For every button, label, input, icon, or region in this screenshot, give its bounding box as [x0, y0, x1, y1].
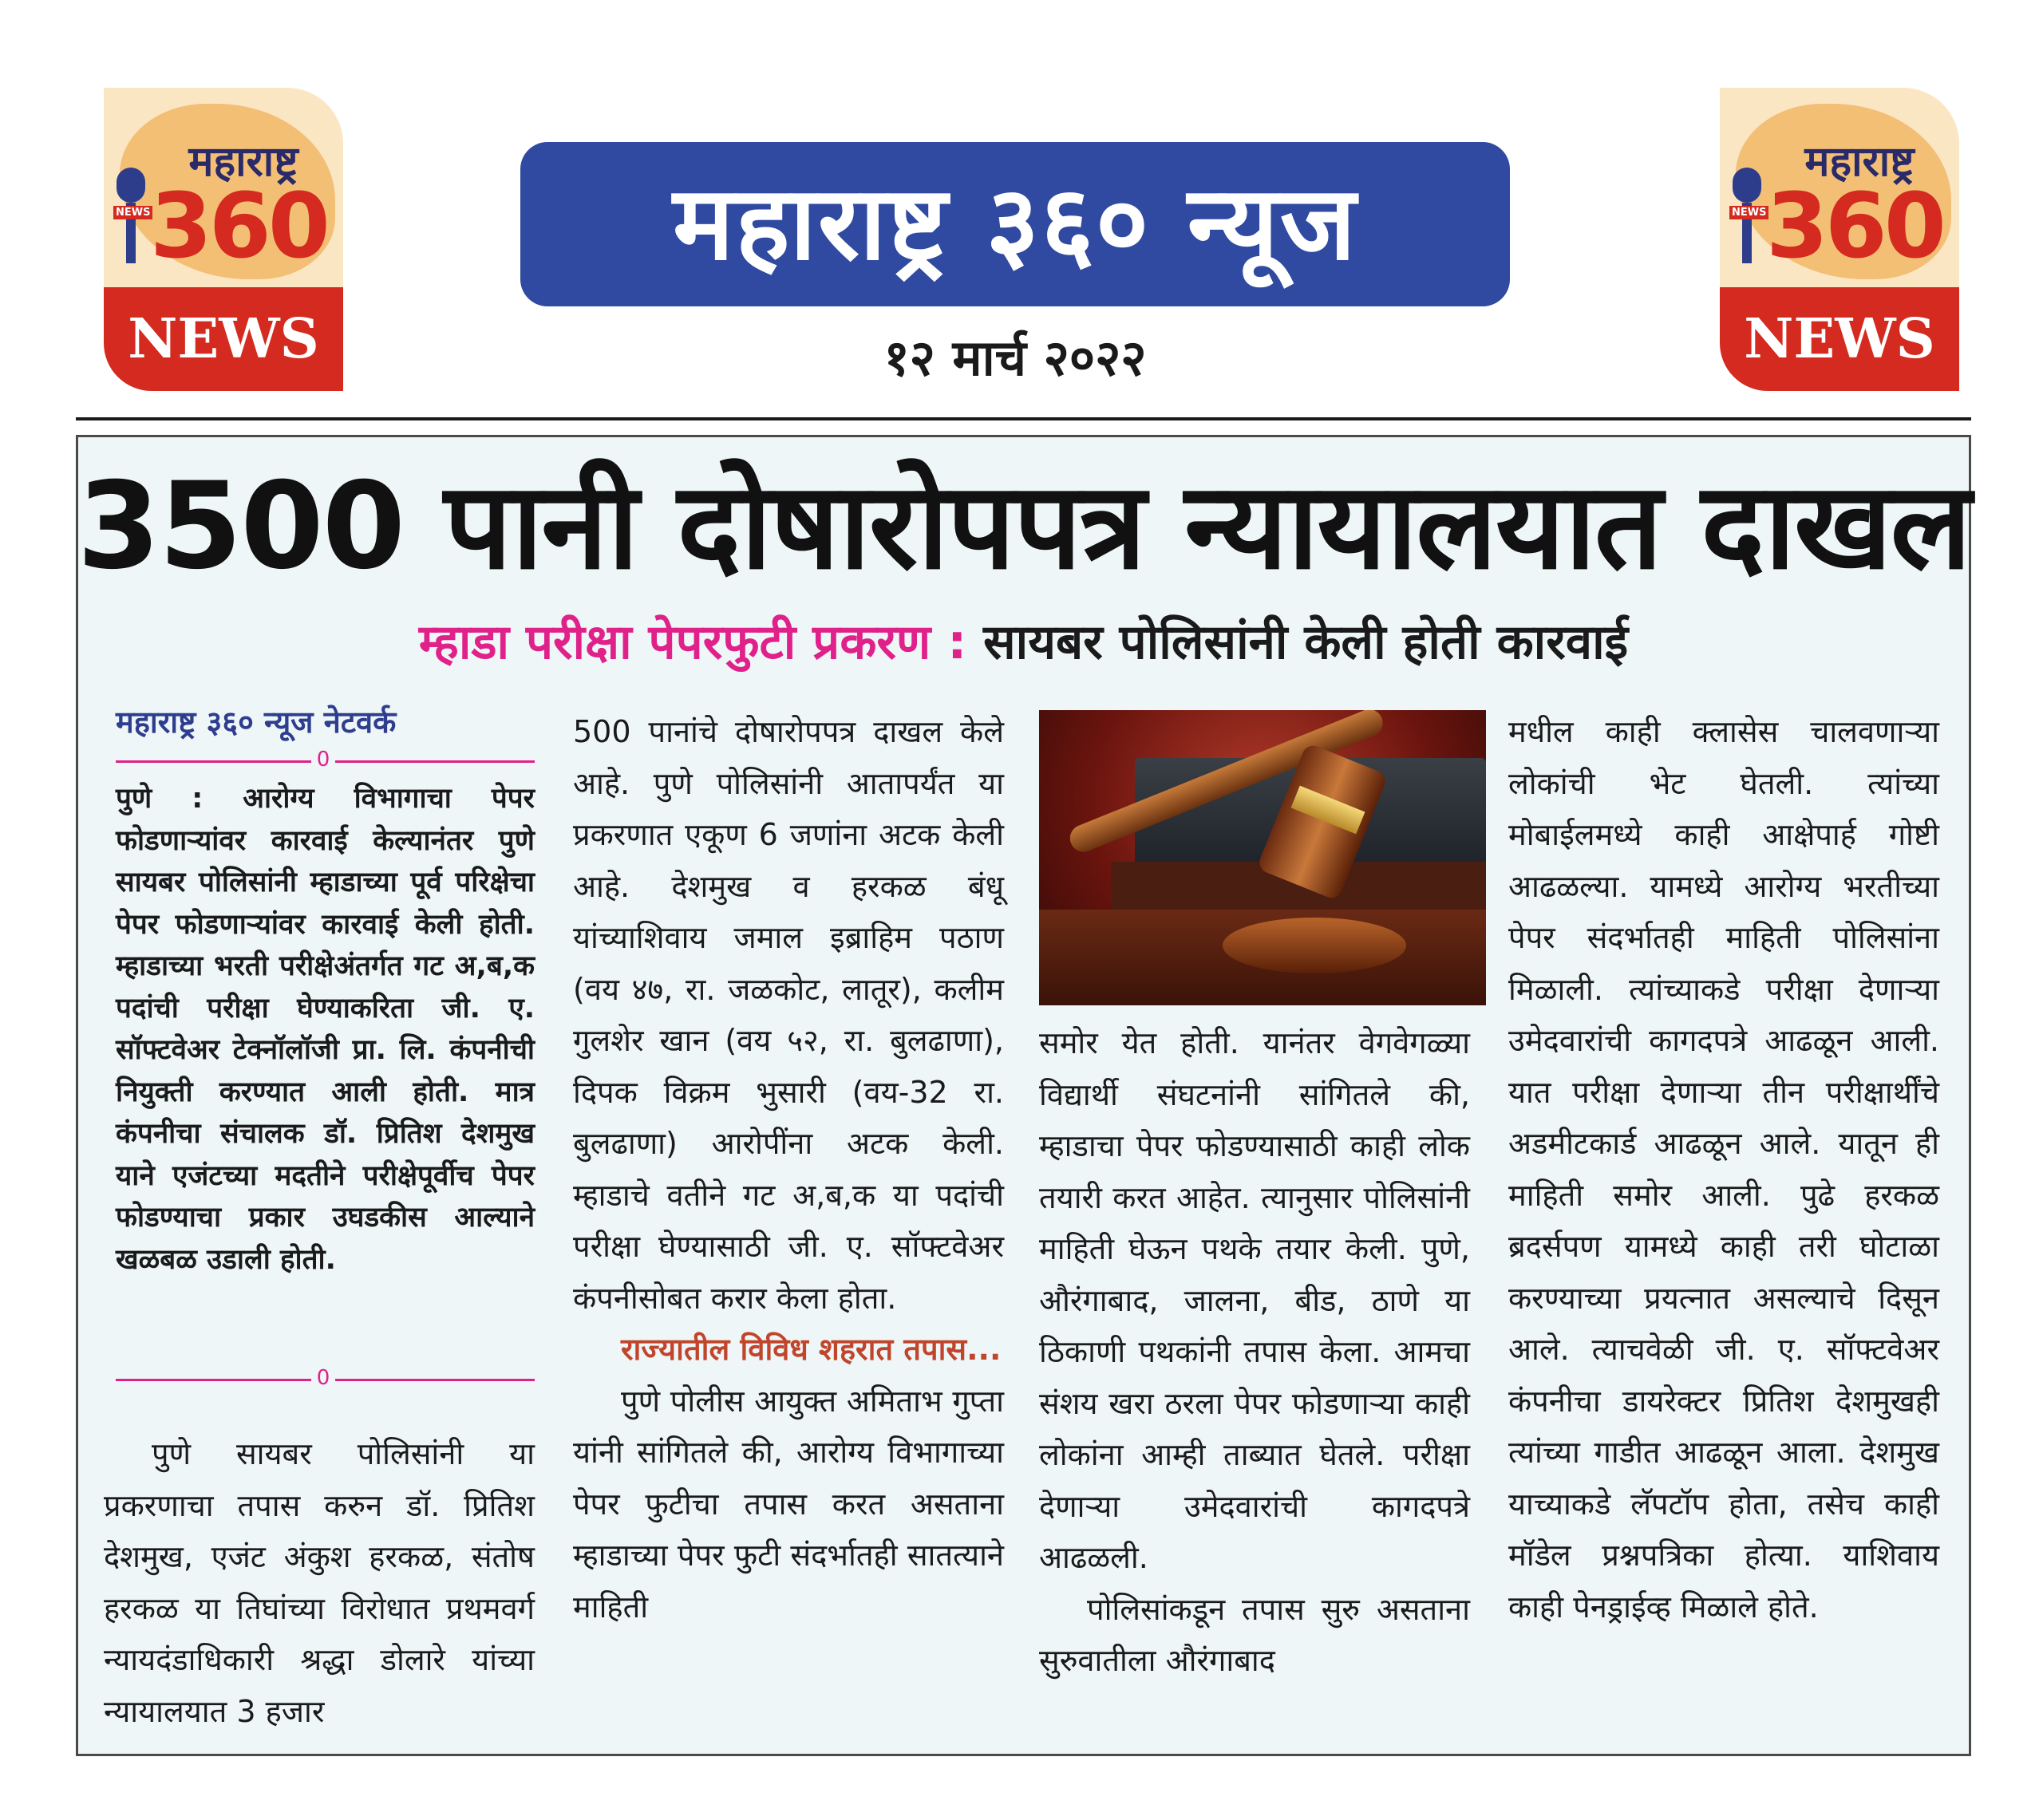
logo-right: [1720, 88, 1959, 391]
divider-top: [116, 748, 535, 772]
column-3: [1039, 1017, 1470, 1687]
subhead-text: सायबर पोलिसांनी केली होती कारवाई: [983, 614, 1629, 670]
top-rule: [76, 417, 1971, 420]
subhead-topic: म्हाडा परीक्षा पेपरफुटी प्रकरण :: [418, 614, 967, 670]
column-1: [104, 1428, 535, 1737]
logo-left: [104, 88, 343, 391]
divider-bottom: [116, 1366, 535, 1390]
logo-word: महाराष्ट्र: [1804, 137, 1915, 186]
divider-ornament-icon: 0: [311, 749, 335, 770]
column-2: [573, 706, 1004, 1632]
column-4: [1508, 706, 1939, 1632]
byline: महाराष्ट्र ३६० न्यूज नेटवर्क: [116, 705, 397, 740]
mic-tag: NEWS: [1729, 206, 1768, 219]
headline: 3500 पानी दोषारोपपत्र न्यायालयात दाखल: [77, 457, 1970, 596]
issue-date: १२ मार्च २०२२: [883, 329, 1147, 387]
logo-news: NEWS: [128, 307, 319, 371]
microphone-icon: [116, 168, 151, 263]
logo-number: 360: [1766, 175, 1943, 278]
logo-word: महाराष्ट्र: [188, 137, 298, 186]
col1-paragraph: पुणे सायबर पोलिसांनी या प्रकरणाचा तपास करुन डॉ. प्रितिश देशमुख, एजंट अंकुश हरकळ, संतोष हरकळ या तिघांच्या विरोधात प्रथमवर्ग न्यायदंडाधिकारी श्रद्धा डोलारे यांच्या न्यायालयात 3 हजार: [104, 1436, 535, 1729]
logo-news: NEWS: [1744, 307, 1935, 371]
microphone-icon: [1732, 168, 1767, 263]
mic-tag: NEWS: [113, 206, 152, 219]
masthead-title: महाराष्ट्र ३६० न्यूज: [673, 164, 1357, 283]
subheadline: [76, 610, 1971, 674]
col3-paragraph-2: पोलिसांकडून तपास सुरु असताना सुरुवातीला औरंगाबाद: [1039, 1591, 1470, 1678]
logo-number: 360: [150, 175, 327, 278]
col2-subsection-heading: राज्यातील विविध शहरात तपास...: [621, 1332, 1002, 1367]
gavel-photo: [1039, 710, 1486, 1005]
col2-paragraph-2: पुणे पोलीस आयुक्त अमिताभ गुप्ता यांनी सांगितले की, आरोग्य विभागाच्या पेपर फुटीचा तपास करत असताना म्हाडाच्या पेपर फुटी संदर्भातही सातत्याने माहिती: [573, 1383, 1004, 1625]
col4-paragraph: मधील काही क्लासेस चालवणाऱ्या लोकांची भेट घेतली. त्यांच्या मोबाईलमध्ये काही आक्षेपार्ह गोष्टी आढळल्या. यामध्ये आरोग्य भरतीच्या पेपर संदर्भातही माहिती पोलिसांना मिळाली. त्यांच्याकडे परीक्षा देणाऱ्या उमेदवारांची कागदपत्रे आढळून आली. यात परीक्षा देणाऱ्या तीन परीक्षार्थींचे अडमीटकार्ड आढळून आले. यातून ही माहिती समोर आली. पुढे हरकळ ब्रदर्सपण यामध्ये काही तरी घोटाळा करण्याच्या प्रयत्नात असल्याचे दिसून आले. त्याचवेळी जी. ए. सॉफ्टवेअर कंपनीचा डायरेक्टर प्रितिश देशमुखही त्यांच्या गाडीत आढळून आला. देशमुख याच्याकडे लॅपटॉप होता, तसेच काही मॉडेल प्रश्नपत्रिका होत्या. याशिवाय काही पेनड्राईव्ह मिळाले होते.: [1508, 714, 1939, 1625]
intro-paragraph: पुणे : आरोग्य विभागाचा पेपर फोडणाऱ्यांवर कारवाई केल्यानंतर पुणे सायबर पोलिसांनी म्हाडाच्या पूर्व परिक्षेचा पेपर फोडणाऱ्यांवर कारवाई केली होती. म्हाडाच्या भरती परीक्षेअंतर्गत गट अ,ब,क पदांची परीक्षा घेण्याकरिता जी. ए. सॉफ्टवेअर टेक्नॉलॉजी प्रा. लि. कंपनीची नियुक्ती करण्यात आली होती. मात्र कंपनीचा संचालक डॉ. प्रितिश देशमुख याने एजंटच्या मदतीने परीक्षेपूर्वीच पेपर फोडण्याचा प्रकार उघडकीस आल्याने खळबळ उडाली होती.: [116, 783, 535, 1276]
divider-ornament-icon: 0: [311, 1368, 335, 1388]
col2-paragraph: 500 पानांचे दोषारोपपत्र दाखल केले आहे. पुणे पोलिसांनी आतापर्यंत या प्रकरणात एकूण 6 जणांना अटक केली आहे. देशमुख व हरकळ बंधू यांच्याशिवाय जमाल इब्राहिम पठाण (वय ४७, रा. जळकोट, लातूर), कलीम गुलशेर खान (वय ५२, रा. बुलढाणा), दिपक विक्रम भुसारी (वय-32 रा. बुलढाणा) आरोपींना अटक केली. म्हाडाचे वतीने गट अ,ब,क या पदांची परीक्षा घेण्यासाठी जी. ए. सॉफ्टवेअर कंपनीसोबत करार केला होता.: [573, 714, 1004, 1316]
col3-paragraph: समोर येत होती. यानंतर वेगवेगळ्या विद्यार्थी संघटनांनी सांगितले की, म्हाडाचा पेपर फोडण्यासाठी काही लोक तयारी करत आहेत. त्यानुसार पोलिसांनी माहिती घेऊन पथके तयार केली. पुणे, औरंगाबाद, जालना, बीड, ठाणे या ठिकाणी पथकांनी तपास केला. आमचा संशय खरा ठरला पेपर फोडणाऱ्या काही लोकांना आम्ही ताब्यात घेतले. परीक्षा देणाऱ्या उमेदवारांची कागदपत्रे आढळली.: [1039, 1025, 1470, 1575]
